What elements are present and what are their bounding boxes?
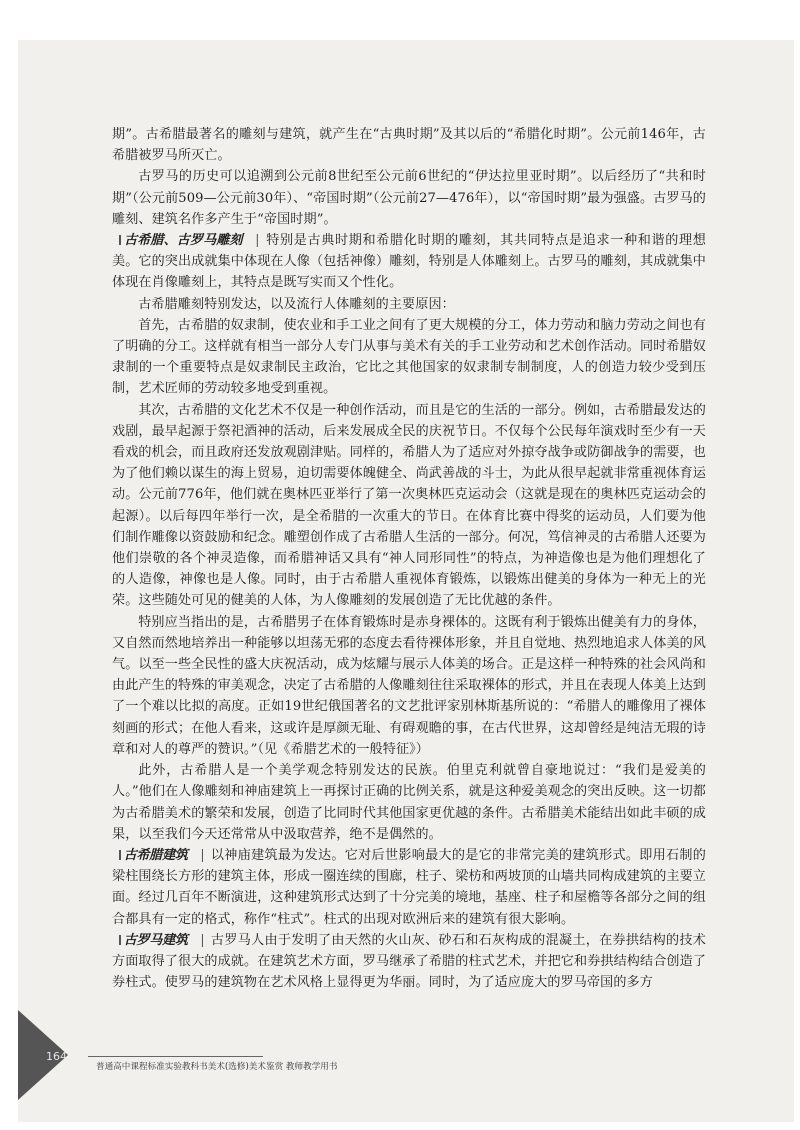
footer-divider [88,1056,263,1057]
heading-separator: | [255,233,260,249]
paragraph-2: 古罗马的历史可以追溯到公元前8世纪至公元前6世纪的“伊达拉里亚时期”。以后经历了“共和时期”（公元前509—公元前30年）、“帝国时期”（公元前27—476年），以“帝国时期”最为强盛。古罗马的雕刻、建筑名作多产生于“帝国时期”。 [112,169,706,227]
heading-marker [119,235,121,245]
paragraph-6: 其次，古希腊的文化艺术不仅是一种创作活动，而且是它的生活的一部分。例如，古希腊最发达的戏剧，最早起源于祭祀酒神的活动，后来发展成全民的庆祝节日。不仅每个公民每年演戏时至少有一天看戏的机会，而且政府还发放观剧津贴。同样的，希腊人为了适应对外掠夺战争或防御战争的需要，也为了他们赖以谋生的海上贸易，迫切需要体魄健全、尚武善战的斗士，为此从很早起就非常重视体育运动。公元前776年，他们就在奥林匹亚举行了第一次奥林匹克运动会（这就是现在的奥林匹克运动会的起源）。以后每四年举行一次，是全希腊的一次重大的节日。在体育比赛中得奖的运动员，人们要为他们制作雕像以资鼓励和纪念。雕塑创作成了古希腊人生活的一部分。何况，笃信神灵的古希腊人还要为他们崇敬的各个神灵造像，而希腊神话又具有“神人同形同性”的特点，为神造像也是为他们理想化了的人造像，神像也是人像。同时，由于古希腊人重视体育锻炼，以锻炼出健美的身体为一种无上的光荣。这些随处可见的健美的人体，为人像雕刻的发展创造了无比优越的条件。 [112,402,706,609]
paragraph-8: 此外，古希腊人是一个美学观念特别发达的民族。伯里克利就曾自豪地说过：“我们是爱美的人。”他们在人像雕刻和神庙建筑上一再探讨正确的比例关系，就是这种爱美观念的突出反映。这一切都为古希腊美术的繁荣和发展，创造了比同时代其他国家更优越的条件。古希腊美术能结出如此丰硕的成果，以至我们今天还常常从中汲取营养，绝不是偶然的。 [112,763,706,842]
section-heading: 古罗马建筑 [123,932,188,948]
section-heading: 古希腊、古罗马雕刻 [123,233,243,249]
heading-marker [119,935,121,945]
heading-separator: | [200,932,205,948]
paragraph-9 [112,845,706,930]
paragraph-10 [112,930,706,994]
paragraph-text: 以神庙建筑最为发达。它对后世影响最大的是它的非常完美的建筑形式。即用石制的梁柱围绕长方形的建筑主体，形成一圈连续的围廊，柱子、梁枋和两坡顶的山墙共同构成建筑的主要立面。经过几百年不断演进，这种建筑形式达到了十分完美的境地，基座、柱子和屋檐等各部分之间的组合都具有一定的格式，称作“柱式”。柱式的出现对欧洲后来的建筑有很大影响。 [112,847,706,927]
paragraph-text: 古罗马人由于发明了由天然的火山灰、砂石和石灰构成的混凝土，在券拱结构的技术方面取得了很大的成就。在建筑艺术方面，罗马继承了希腊的柱式艺术，并把它和券拱结构结合创造了券柱式。使罗马的建筑物在艺术风格上显得更为华丽。同时，为了适应庞大的罗马帝国的多方 [112,932,706,991]
heading-marker [119,850,121,860]
page-number: 164 [46,1050,67,1063]
paragraph-4: 古希腊雕刻特别发达，以及流行人体雕刻的主要原因： [138,296,455,312]
section-heading: 古希腊建筑 [123,847,188,863]
paragraph-3 [112,230,706,294]
body-text [112,124,706,993]
paragraph-1: 期”。古希腊最著名的雕刻与建筑，就产生在“古典时期”及其以后的“希腊化时期”。公元前146年，古希腊被罗马所灭亡。 [112,127,706,164]
footer-book-title: 普通高中课程标准实验教科书美术(选修)美术鉴赏 教师教学用书 [96,1062,338,1072]
paragraph-text: 特别是古典时期和希腊化时期的雕刻，其共同特点是追求一种和谐的理想美。它的突出成就集中体现在人像（包括神像）雕刻，特别是人体雕刻上。古罗马的雕刻，其成就集中体现在肖像雕刻上，其特点是既写实而又个性化。 [112,233,707,291]
paragraph-7: 特别应当指出的是，古希腊男子在体育锻炼时是赤身裸体的。这既有利于锻炼出健美有力的身体，又自然而然地培养出一种能够以坦荡无邪的态度去看待裸体形象，并且自觉地、热烈地追求人体美的风气。以至一些全民性的盛大庆祝活动，成为炫耀与展示人体美的场合。正是这样一种特殊的社会风尚和由此产生的特殊的审美观念，决定了古希腊的人像雕刻往往采取裸体的形式，并且在表现人体美上达到了一个难以比拟的高度。正如19世纪俄国著名的文艺批评家别林斯基所说的：“希腊人的雕像用了裸体刻画的形式；在他人看来，这或许是厚颜无耻、有碍观瞻的事，在古代世界，这却曾经是纯洁无瑕的诗章和对人的尊严的赞识。”（见《希腊艺术的一般特征》） [112,614,706,757]
paragraph-5: 首先，古希腊的奴隶制，使农业和手工业之间有了更大规模的分工，体力劳动和脑力劳动之间也有了明确的分工。这样就有相当一部分人专门从事与美术有关的手工业劳动和艺术创作活动。同时希腊奴隶制的一个重要特点是奴隶制民主政治，它比之其他国家的奴隶制专制制度，人的创造力较少受到压制，艺术匠师的劳动较多地受到重视。 [112,317,706,397]
heading-separator: | [200,847,205,863]
